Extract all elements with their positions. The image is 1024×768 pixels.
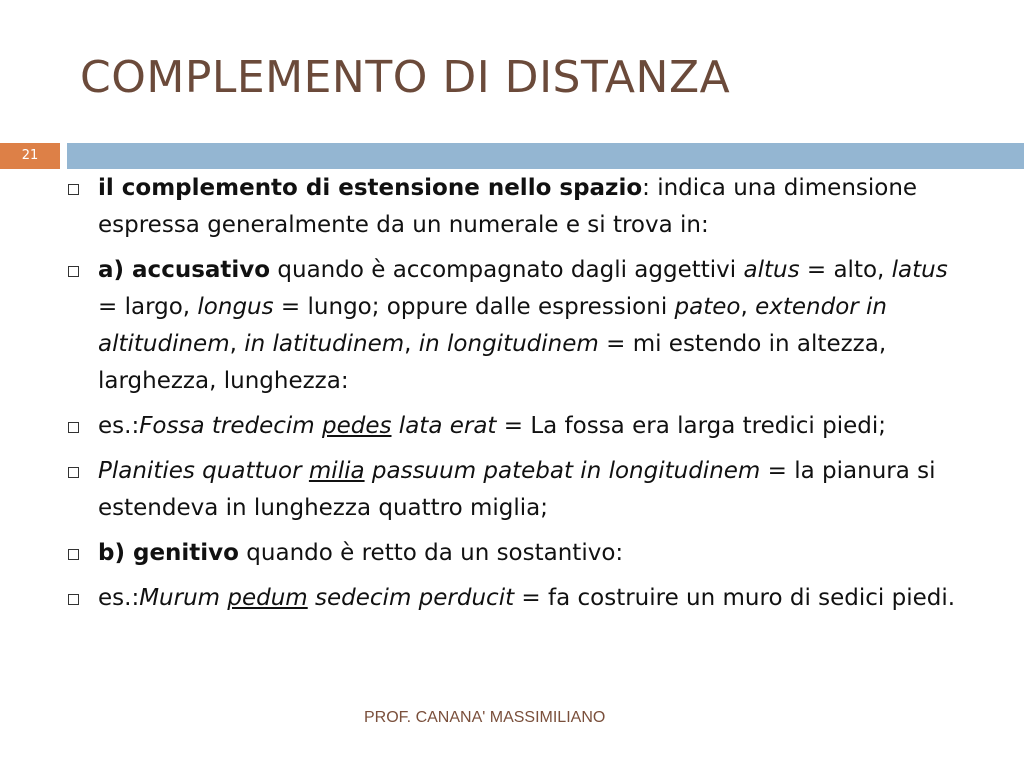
latin-term: latus: [891, 257, 948, 283]
square-bullet-icon: [68, 266, 79, 277]
bullet-bold-text: il complemento di estensione nello spazio: [98, 175, 643, 201]
square-bullet-icon: [68, 594, 79, 605]
latin-underlined-term: pedum: [227, 585, 308, 611]
bullet-text: ,: [404, 331, 419, 357]
bullet-item: [62, 580, 962, 617]
bullet-item: [62, 535, 962, 572]
bullet-text: = La fossa era larga tredici piedi;: [496, 413, 886, 439]
bullet-bold-text: b) genitivo: [98, 540, 239, 566]
bullet-text: = la pianura si estendeva in lunghezza quattro miglia;: [98, 458, 936, 521]
bullet-text: : indica una dimensione espressa generalmente da un numerale e si trova in:: [98, 175, 918, 238]
latin-example: Fossa tredecim: [139, 413, 323, 439]
latin-underlined-term: milia: [308, 458, 365, 484]
latin-example: Planities quattuor: [98, 458, 309, 484]
square-bullet-icon: [68, 184, 79, 195]
bullet-text: = largo,: [98, 294, 198, 320]
latin-term: in longitudinem: [418, 331, 599, 357]
bullet-text: quando è retto da un sostantivo:: [238, 540, 624, 566]
slide-title: COMPLEMENTO DI DISTANZA: [80, 52, 731, 103]
latin-example: Murum: [139, 585, 228, 611]
title-divider-bar: [67, 143, 1024, 169]
latin-underlined-term: pedes: [322, 413, 392, 439]
page-number-badge: 21: [0, 143, 60, 169]
bullet-text: = alto,: [799, 257, 892, 283]
bullet-list: [62, 170, 962, 625]
bullet-text: ,: [229, 331, 245, 357]
slide-footer: PROF. CANANA' MASSIMILIANO: [364, 709, 606, 726]
bullet-text: es.:: [98, 585, 140, 611]
latin-example: lata erat: [391, 413, 497, 439]
square-bullet-icon: [68, 422, 79, 433]
bullet-text: = lungo; oppure dalle espressioni: [273, 294, 675, 320]
bullet-bold-text: a) accusativo: [98, 257, 271, 283]
latin-example: sedecim perducit: [307, 585, 515, 611]
latin-term: in latitudinem: [244, 331, 405, 357]
bullet-text: ,: [740, 294, 756, 320]
latin-term: pateo: [674, 294, 741, 320]
bullet-item: [62, 453, 962, 527]
bullet-item: [62, 170, 962, 244]
latin-example: passuum patebat in longitudinem: [364, 458, 761, 484]
bullet-text: es.:: [98, 413, 140, 439]
latin-term: longus: [197, 294, 274, 320]
bullet-text: = mi estendo in altezza, larghezza, lunghezza:: [98, 331, 887, 394]
latin-term: altus: [743, 257, 800, 283]
bullet-item: [62, 252, 962, 400]
bullet-item: [62, 408, 962, 445]
latin-term: extendor in altitudinem: [98, 294, 888, 357]
square-bullet-icon: [68, 467, 79, 478]
square-bullet-icon: [68, 549, 79, 560]
bullet-text: = fa costruire un muro di sedici piedi.: [514, 585, 956, 611]
bullet-text: quando è accompagnato dagli aggettivi: [270, 257, 744, 283]
